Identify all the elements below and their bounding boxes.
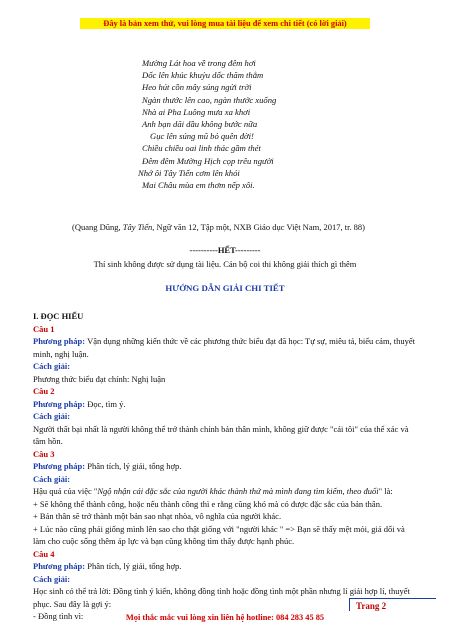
poem-line: Dốc lên khúc khuỷu dốc thăm thẳm: [142, 70, 264, 81]
answer-text: Phương thức biểu đạt chính: Nghị luận: [33, 373, 166, 384]
guide-title: HƯỚNG DẪN GIẢI CHI TIẾT: [165, 283, 285, 293]
question-title: Câu 3: [33, 448, 55, 459]
question-title: Câu 4: [33, 548, 55, 559]
section-heading: I. ĐỌC HIỂU: [33, 311, 84, 321]
poem-line: Heo hút cồn mây súng ngửi trời: [142, 82, 252, 93]
question-title: Câu 2: [33, 386, 55, 396]
answer-bullet: - Đồng tình vì:: [33, 611, 84, 621]
answer-content: [33, 310, 418, 623]
solution-label: Cách giải:: [33, 473, 71, 484]
answer-text: Học sinh có thể trả lời: Đồng tình ý kiến, không đồng tình hoặc đồng tình một phần nhưng lí giải hợp lí, thuyết phục. Sau đây là gợi ý:: [33, 586, 410, 609]
poem: [138, 57, 277, 191]
question-title: Câu 1: [33, 323, 55, 334]
solution-label: Cách giải:: [33, 411, 71, 421]
poem-line: Nhớ ôi Tây Tiến cơm lên khói: [138, 167, 240, 178]
poem-citation: (Quang Dũng, Tây Tiến, Ngữ văn 12, Tập một, NXB Giáo dục Việt Nam, 2017, tr. 88): [72, 222, 366, 232]
method: Phương pháp: Đọc, tìm ý.: [33, 398, 126, 409]
method: Phương pháp: Phân tích, lý giải, tổng hợp.: [33, 461, 182, 471]
answer-bullet: + Bản thân sẽ trở thành một bản sao nhạt nhòa, vô nghĩa của người khác.: [33, 511, 282, 521]
answer-bullet: + Lúc nào cũng phải giống mình lên sao cho thật giống với "người khác " => Bạn sẽ thấy mệt mỏi, giả dối và làm cho cuộc sống thêm áp lực và bạn cũng không tìm thấy được hạnh phúc.: [33, 523, 405, 546]
poem-line: Nhà ai Pha Luông mưa xa khơi: [142, 106, 251, 117]
method: Phương pháp: Phân tích, lý giải, tổng hợp.: [33, 561, 182, 571]
solution-label: Cách giải:: [33, 573, 71, 584]
hotline-banner: Mọi thắc mắc vui lòng xin liên hệ hotline: 084 283 45 85: [125, 613, 325, 622]
exam-note: Thí sinh không được sử dụng tài liệu. Cán bộ coi thi không giải thích gì thêm: [93, 259, 357, 269]
answer-text: Hậu quả của việc "Ngộ nhận cái đặc sắc của người khác thành thứ mà mình đang tìm kiếm, theo đuổi" là:: [33, 486, 393, 496]
method: Phương pháp: Vận dụng những kiến thức về các phương thức biểu đạt đã học: Tự sự, miêu tả, biểu cảm, thuyết minh, nghị luận.: [33, 336, 416, 359]
solution-label: Cách giải:: [33, 361, 71, 371]
preview-banner: Đây là bản xem thử, vui lòng mua tài liệu để xem chi tiết (có lời giải): [80, 18, 370, 29]
poem-line: Chiều chiều oai linh thác gầm thét: [142, 143, 261, 154]
poem-line: Ngàn thước lên cao, ngàn thước xuống: [142, 94, 277, 105]
page-number: Trang 2: [349, 598, 436, 611]
poem-line: Mường Lát hoa về trong đêm hơi: [142, 58, 256, 68]
end-marker: ----------HẾT---------: [189, 245, 261, 255]
answer-text: Người thất bại nhất là người không thể trở thành chính bản thân mình, không giữ được "cái tôi" của thể xác và tâm hồn.: [33, 423, 409, 446]
poem-line: Anh bạn dãi dầu không bước nữa: [142, 119, 258, 130]
poem-line: Gục lên súng mũ bỏ quên đời!: [150, 131, 254, 142]
poem-line: Đêm đêm Mường Hịch cọp trêu người: [142, 155, 274, 166]
answer-bullet: + Sẽ không thể thành công, hoặc nếu thành công thì e rằng cũng khó mà có được đặc sắc của bản thân.: [33, 498, 383, 509]
poem-line: Mai Châu mùa em thơm nếp xôi.: [142, 180, 255, 191]
